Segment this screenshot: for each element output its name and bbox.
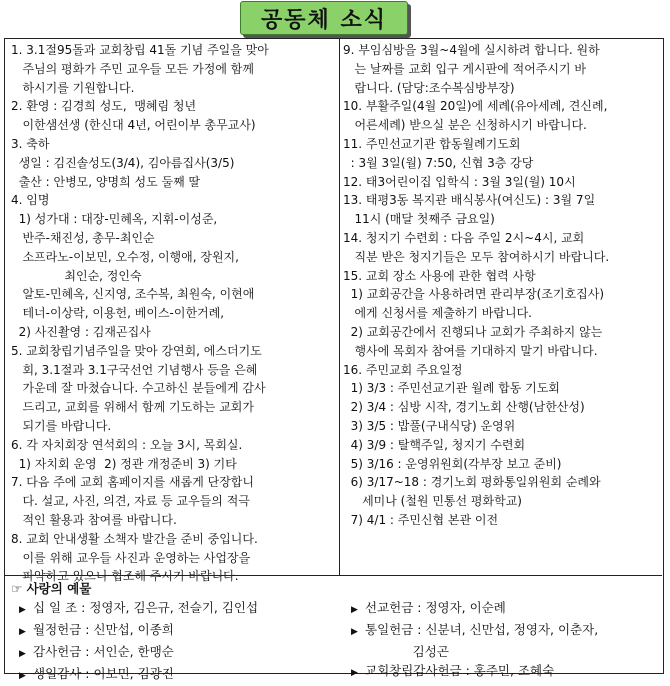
notice-line: 는 날짜를 교회 입구 게시판에 적어주시기 바: [343, 61, 586, 76]
notice-line: 1) 3/3 : 주민선교기관 월례 합동 기도회: [343, 381, 560, 396]
offering-entry: [19, 642, 349, 664]
notice-line: 11. 주민선교기관 합동월례기도회: [343, 136, 521, 151]
notice-line: 되기를 바랍니다.: [11, 418, 112, 433]
offerings-title: 사랑의 예물: [26, 581, 92, 596]
notice-line: 반주-채진성, 총무-최인순: [11, 230, 155, 245]
left-notice-item-7: [11, 473, 339, 529]
offering-text: 십 일 조 : 정영자, 김은규, 전슬기, 김인섭: [33, 600, 259, 615]
notice-line: 이한샘선생 (한신대 4년, 어린이부 총무교사): [11, 118, 256, 133]
news-frame: [4, 38, 664, 681]
right-notice-item-6: [343, 229, 661, 267]
notice-line: 7) 4/1 : 주민신협 본관 이전: [343, 512, 499, 527]
offerings-section: [11, 579, 657, 681]
right-notice-item-8: [343, 361, 661, 530]
right-notice-item-7: [343, 267, 661, 361]
notice-line: 직분 받은 청지기들은 모두 참여하시기 바랍니다.: [343, 249, 610, 264]
offering-text: 선교헌금 : 정영자, 이순례: [365, 600, 506, 615]
notice-line: 4. 임명: [11, 193, 50, 208]
notice-line: 16. 주민교회 주요일정: [343, 362, 463, 377]
notice-line: 테너-이상락, 이용헌, 베이스-이한거례,: [11, 306, 225, 321]
notice-line: 하시기를 기원합니다.: [11, 80, 135, 95]
notice-line: 11시 (매달 첫째주 금요일): [343, 212, 495, 227]
offering-text: 생일감사 : 이보민, 김광진: [33, 666, 174, 681]
offering-text: 교회창립감사헌금 : 홍주민, 조혜숙: [365, 663, 555, 678]
notice-line: 회, 3.1절과 3.1구국선언 기념행사 등을 은혜: [11, 362, 258, 377]
offering-entry: [19, 598, 349, 620]
notice-line: 주님의 평화가 주민 교우들 모든 가정에 함께: [11, 61, 254, 76]
left-column: [11, 41, 339, 586]
notice-line: 출산 : 안병모, 양명희 성도 둘째 딸: [11, 174, 201, 189]
bullet-icon: ▶: [19, 627, 26, 637]
bullet-icon: ▶: [19, 649, 26, 659]
offering-text: 김성곤: [365, 644, 449, 659]
notice-line: 8. 교회 안내생활 소책자 발간을 준비 중입니다.: [11, 531, 258, 546]
bullet-icon: ▶: [19, 605, 26, 615]
pointing-hand-icon: ☞: [11, 581, 23, 596]
offerings-heading: [11, 579, 657, 598]
right-notice-item-3: [343, 135, 661, 173]
offering-entry: [19, 664, 349, 686]
notice-line: 행사에 목회자 참여를 기대하지 말기 바랍니다.: [343, 343, 598, 358]
notice-line: 5. 교회창립기념주일을 맞아 강연회, 에스더기도: [11, 343, 262, 358]
right-notice-item-1: [343, 41, 661, 97]
notice-line: 7. 다음 주에 교회 홈페이지를 새롭게 단장합니: [11, 475, 254, 490]
page-title: 공동체 소식: [240, 1, 408, 35]
title-area: [0, 0, 670, 36]
notice-line: 세미나 (철원 민통선 평화학교): [343, 494, 522, 509]
offering-text: 월정헌금 : 신만섭, 이종희: [33, 622, 174, 637]
notice-line: 6) 3/17~18 : 경기노회 평화통일위원회 순례와: [343, 475, 601, 490]
notice-line: 생일 : 김진솔성도(3/4), 김아름집사(3/5): [11, 155, 235, 170]
right-notice-item-4: [343, 173, 661, 192]
notice-line: 2. 환영 : 김경희 성도, 맹혜림 청년: [11, 99, 197, 114]
offering-entry: [19, 620, 349, 642]
offering-entry: [351, 620, 657, 642]
notice-line: 가운데 잘 마쳤습니다. 수고하신 분들에게 감사: [11, 381, 266, 396]
notice-line: 3. 축하: [11, 136, 50, 151]
notice-line: 1) 성가대 : 대장-민혜옥, 지휘-이성준,: [11, 212, 218, 227]
section-divider: [5, 575, 662, 576]
notice-line: 12. 태3어린이집 입학식 : 3월 3일(월) 10시: [343, 174, 576, 189]
notice-line: 5) 3/16 : 운영위원회(각부장 보고 준비): [343, 456, 562, 471]
notice-line: 15. 교회 장소 사용에 관한 협력 사항: [343, 268, 536, 283]
notice-line: 다. 설교, 사진, 의견, 자료 등 교우들의 적극: [11, 494, 250, 509]
notice-line: 적인 활용과 참여를 바랍니다.: [11, 512, 177, 527]
notice-line: 이를 위해 교우들 사진과 운영하는 사업장을: [11, 550, 251, 565]
left-notice-item-5: [11, 342, 339, 436]
notice-line: 1) 교회공간을 사용하려면 관리부장(조기호집사): [343, 287, 605, 302]
notice-line: 알토-민혜옥, 신지영, 조수복, 최원숙, 이현애: [11, 287, 255, 302]
notice-line: 10. 부활주일(4월 20일)에 세례(유아세례, 견신례,: [343, 99, 608, 114]
left-notice-item-2: [11, 97, 339, 135]
notice-line: 소프라노-이보민, 오수정, 이행애, 장원지,: [11, 249, 239, 264]
notice-line: 1) 자치회 운영 2) 정관 개정준비 3) 기타: [11, 456, 237, 471]
notice-line: 6. 각 자치회장 연석회의 : 오늘 3시, 목회실.: [11, 437, 243, 452]
bullet-icon: ▶: [351, 668, 358, 678]
left-notice-item-3: [11, 135, 339, 191]
notice-line: 드리고, 교회를 위해서 함께 기도하는 교회가: [11, 400, 254, 415]
notice-line: 14. 청지기 수련회 : 다음 주일 2시~4시, 교회: [343, 230, 585, 245]
bullet-icon: ▶: [19, 671, 26, 681]
offering-entry: [351, 598, 657, 620]
bullet-icon: ▶: [351, 605, 358, 615]
notice-line: 4) 3/9 : 탈핵주일, 청지기 수련회: [343, 437, 526, 452]
offering-text: 통일헌금 : 신분녀, 신만섭, 정영자, 이춘자,: [365, 622, 599, 637]
left-notice-item-1: [11, 41, 339, 97]
bullet-icon: ▶: [351, 627, 358, 637]
notice-line: 랍니다. (담당:조수복심방부장): [343, 80, 515, 95]
notice-line: 9. 부임심방을 3월~4월에 실시하려 합니다. 원하: [343, 43, 600, 57]
notice-line: 에게 신청서를 제출하기 바랍니다.: [343, 306, 532, 321]
notice-line: 어른세례) 받으실 분은 신청하시기 바랍니다.: [343, 118, 587, 133]
notice-line: 2) 교회공간에서 진행되나 교회가 주최하지 않는: [343, 324, 603, 339]
offering-entry: [351, 642, 657, 661]
right-column: [343, 41, 661, 530]
notice-line: 1. 3.1절95돌과 교회창립 41돌 기념 주일을 맞아: [11, 43, 269, 57]
notice-line: : 3월 3일(월) 7:50, 신협 3층 강당: [343, 155, 534, 170]
right-notice-item-2: [343, 97, 661, 135]
left-notice-item-6: [11, 436, 339, 474]
notice-line: 3) 3/5 : 밥풀(구내식당) 운영위: [343, 418, 516, 433]
notice-line: 파악하고 있으니 협조해 주시기 바랍니다.: [11, 569, 239, 584]
notice-line: 최인순, 정인숙: [11, 268, 142, 283]
notice-line: 13. 태평3동 복지관 배식봉사(여신도) : 3월 7일: [343, 193, 596, 208]
left-notice-item-8: [11, 530, 339, 586]
offering-text: 감사헌금 : 서인순, 한맹순: [33, 644, 174, 659]
left-notice-item-4: [11, 191, 339, 341]
offerings-left: [19, 598, 349, 686]
offerings-right: [351, 598, 657, 683]
notice-line: 2) 3/4 : 심방 시작, 경기노회 산행(남한산성): [343, 400, 585, 415]
column-divider: [339, 39, 340, 575]
notice-line: 2) 사진촬영 : 김재곤집사: [11, 324, 151, 339]
right-notice-item-5: [343, 191, 661, 229]
